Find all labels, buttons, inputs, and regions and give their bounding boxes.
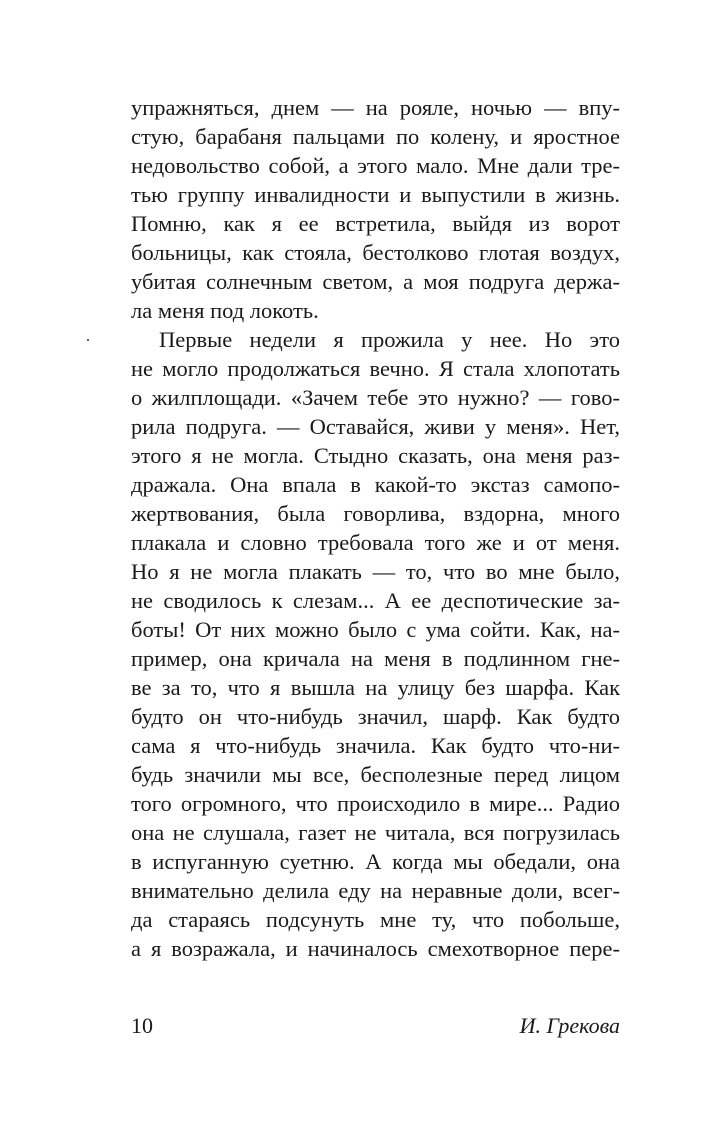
text-line: да стараясь подсунуть мне ту, что побольше,	[131, 907, 620, 932]
text-line: о жилплощади. «Зачем тебе это нужно? — гово-	[131, 385, 620, 410]
text-line: пример, она кричала на меня в подлинном гне-	[131, 646, 620, 671]
text-line: а я возражала, и начиналось смехотворное пере-	[131, 936, 620, 961]
text-line: того огромного, что происходило в мире... Радио	[131, 791, 620, 816]
text-line: она не слушала, газет не читала, вся погрузилась	[131, 820, 620, 845]
text-line: тью группу инвалидности и выпустили в жизнь.	[131, 182, 620, 207]
text-line: Помню, как я ее встретила, выйдя из ворот	[131, 211, 620, 236]
body-text	[131, 93, 620, 963]
text-line: стую, барабаня пальцами по колену, и яростное	[131, 124, 620, 149]
text-line: не сводилось к слезам... А ее деспотические за-	[131, 588, 620, 613]
text-line: будь значили мы все, бесполезные перед лицом	[131, 762, 620, 787]
text-line: ла меня под локоть.	[131, 298, 319, 323]
text-line: будто он что-нибудь значил, шарф. Как будто	[131, 704, 620, 729]
text-line: в испуганную суетню. А когда мы обедали, она	[131, 849, 620, 874]
page-number: 10	[131, 1013, 153, 1038]
running-author: И. Грекова	[519, 1013, 620, 1038]
text-line: плакала и словно требовала того же и от меня.	[131, 530, 620, 555]
text-line: этого я не могла. Стыдно сказать, она меня раз-	[131, 443, 620, 468]
text-line: не могло продолжаться вечно. Я стала хлопотать	[131, 356, 620, 381]
text-line: Первые недели я прожила у нее. Но это	[159, 327, 620, 352]
text-line: рила подруга. — Оставайся, живи у меня». Нет,	[131, 414, 620, 439]
text-line: недовольство собой, а этого мало. Мне дали тре-	[131, 153, 620, 178]
text-line: внимательно делила еду на неравные доли, всег-	[131, 878, 620, 903]
page-footer	[131, 1011, 620, 1041]
text-line: дражала. Она впала в какой-то экстаз самопо-	[131, 472, 620, 497]
text-line: сама я что-нибудь значила. Как будто что-ни-	[131, 733, 620, 758]
text-line: ве за то, что я вышла на улицу без шарфа. Как	[131, 675, 620, 700]
text-line: Но я не могла плакать — то, что во мне было,	[131, 559, 620, 584]
text-line: убитая солнечным светом, а моя подруга держа-	[131, 269, 620, 294]
text-line: жертвования, была говорлива, вздорна, много	[131, 501, 620, 526]
text-line: больницы, как стояла, бестолково глотая воздух,	[131, 240, 620, 265]
text-line: упражняться, днем — на рояле, ночью — впу-	[131, 95, 620, 120]
stray-dot-mark	[87, 339, 89, 341]
text-line: боты! От них можно было с ума сойти. Как, на-	[131, 617, 620, 642]
